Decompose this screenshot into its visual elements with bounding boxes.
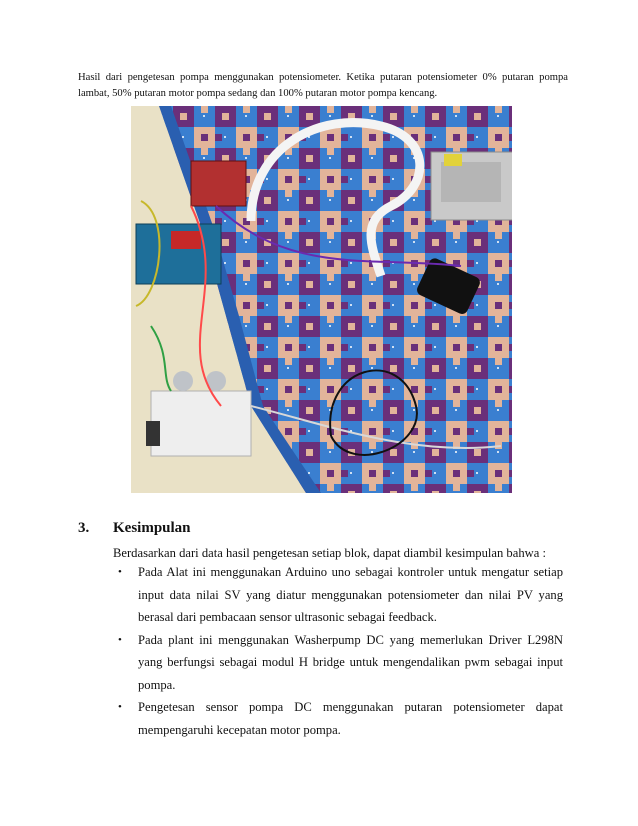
conclusion-list [113, 561, 563, 741]
list-item-text: Pengetesan sensor pompa DC menggunakan putaran potensiometer dapat mempengaruhi kecepatan motor pompa. [138, 700, 563, 737]
list-item-text: Pada Alat ini menggunakan Arduino uno sebagai kontroler untuk mengatur setiap input data nilai SV yang diatur menggunakan potensiometer dan nilai PV yang berasal dari pembacaan sensor ultrasonic sebagai feedback. [138, 565, 563, 624]
section-title: Kesimpulan [113, 520, 191, 536]
bullet-icon: • [118, 701, 122, 713]
list-item [113, 561, 563, 629]
figure-caption: Hasil dari pengetesan pompa menggunakan potensiometer. Ketika putaran potensiometer 0% putaran pompa lambat, 50% putaran motor pompa sedang dan 100% putaran motor pompa kencang. [78, 72, 568, 99]
section-number: 3. [78, 520, 90, 536]
list-item-text: Pada plant ini menggunakan Washerpump DC yang memerlukan Driver L298N yang berfungsi sebagai modul H bridge untuk mengendalikan pwm sebagai input pompa. [138, 632, 563, 692]
bullet-icon: • [118, 633, 122, 646]
list-item [113, 629, 563, 697]
hardware-photo-drawing [131, 106, 512, 493]
list-item [113, 696, 563, 741]
conclusion-intro: Berdasarkan dari data hasil pengetesan setiap blok, dapat diambil kesimpulan bahwa : [113, 546, 546, 560]
bullet-icon: • [118, 566, 122, 578]
hardware-photo [131, 106, 512, 493]
